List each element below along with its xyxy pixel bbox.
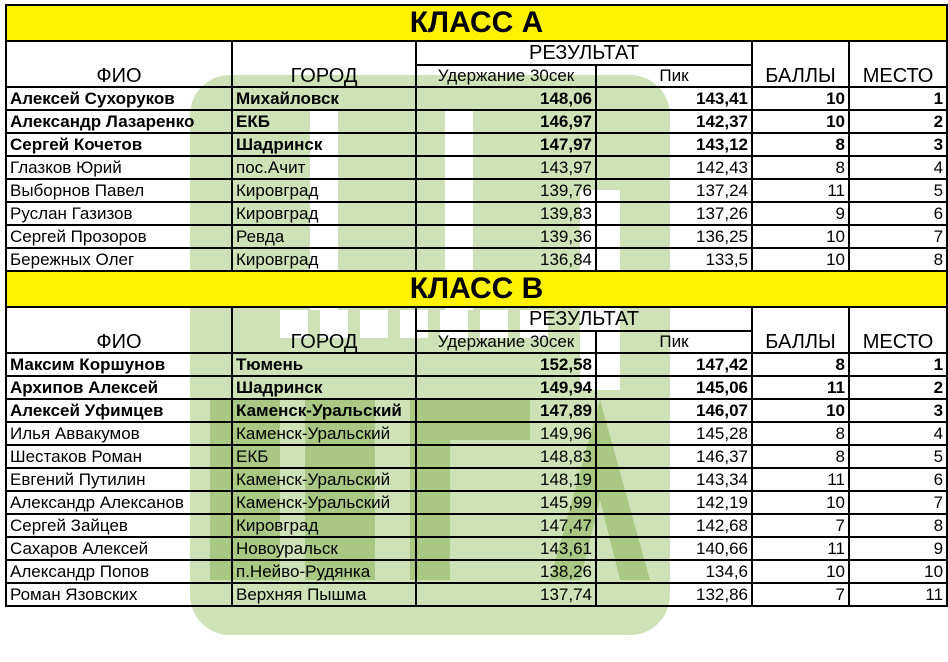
peak-result: 142,68: [596, 514, 752, 537]
points-value: 7: [752, 514, 849, 537]
class-b-table-row: [6, 422, 947, 445]
athlete-city: Кировград: [232, 179, 416, 202]
header-hold: Удержание 30сек: [416, 65, 596, 87]
athlete-city: Кировград: [232, 514, 416, 537]
class-a-header-row-1: [6, 41, 947, 65]
athlete-city: ЕКБ: [232, 110, 416, 133]
athlete-city: Тюмень: [232, 353, 416, 376]
athlete-city: Шадринск: [232, 376, 416, 399]
athlete-city: Новоуральск: [232, 537, 416, 560]
athlete-name: Сахаров Алексей: [6, 537, 232, 560]
class-a-title: КЛАСС А: [6, 5, 947, 41]
points-value: 8: [752, 353, 849, 376]
athlete-name: Евгений Путилин: [6, 468, 232, 491]
peak-result: 146,37: [596, 445, 752, 468]
class-a-title-row: [6, 5, 947, 41]
points-value: 10: [752, 399, 849, 422]
place-value: 6: [849, 202, 947, 225]
hold-result: 138,26: [416, 560, 596, 583]
header-result: РЕЗУЛЬТАТ: [416, 41, 752, 65]
peak-result: 142,37: [596, 110, 752, 133]
peak-result: 143,34: [596, 468, 752, 491]
athlete-city: Каменск-Уральский: [232, 491, 416, 514]
place-value: 3: [849, 399, 947, 422]
place-value: 9: [849, 537, 947, 560]
peak-result: 140,66: [596, 537, 752, 560]
athlete-city: Ревда: [232, 225, 416, 248]
place-value: 2: [849, 376, 947, 399]
points-value: 10: [752, 491, 849, 514]
place-value: 3: [849, 133, 947, 156]
hold-result: 148,06: [416, 87, 596, 110]
class-a-section: [6, 5, 947, 271]
class-a-table-row: [6, 225, 947, 248]
points-value: 10: [752, 248, 849, 271]
points-value: 11: [752, 179, 849, 202]
header-place: МЕСТО: [849, 307, 947, 353]
class-b-table-row: [6, 399, 947, 422]
hold-result: 148,19: [416, 468, 596, 491]
class-b-table-row: [6, 560, 947, 583]
hold-result: 143,61: [416, 537, 596, 560]
points-value: 10: [752, 110, 849, 133]
place-value: 8: [849, 514, 947, 537]
athlete-city: Каменск-Уральский: [232, 399, 416, 422]
peak-result: 137,24: [596, 179, 752, 202]
header-points: БАЛЛЫ: [752, 307, 849, 353]
place-value: 5: [849, 445, 947, 468]
peak-result: 137,26: [596, 202, 752, 225]
peak-result: 132,86: [596, 583, 752, 606]
athlete-city: Кировград: [232, 202, 416, 225]
athlete-city: п.Нейво-Рудянка: [232, 560, 416, 583]
class-a-table-row: [6, 87, 947, 110]
peak-result: 134,6: [596, 560, 752, 583]
points-value: 8: [752, 422, 849, 445]
hold-result: 147,47: [416, 514, 596, 537]
class-a-table-row: [6, 156, 947, 179]
results-table: [5, 4, 948, 607]
class-b-table-row: [6, 468, 947, 491]
place-value: 8: [849, 248, 947, 271]
class-b-table-row: [6, 376, 947, 399]
athlete-city: Шадринск: [232, 133, 416, 156]
place-value: 1: [849, 353, 947, 376]
results-sheet: [5, 4, 946, 607]
header-peak: Пик: [596, 65, 752, 87]
class-a-table-row: [6, 110, 947, 133]
athlete-city: ЕКБ: [232, 445, 416, 468]
athlete-name: Алексей Сухоруков: [6, 87, 232, 110]
athlete-name: Архипов Алексей: [6, 376, 232, 399]
class-b-table-row: [6, 537, 947, 560]
points-value: 10: [752, 87, 849, 110]
class-b-table-row: [6, 445, 947, 468]
peak-result: 143,41: [596, 87, 752, 110]
athlete-name: Максим Коршунов: [6, 353, 232, 376]
place-value: 6: [849, 468, 947, 491]
header-fio: ФИО: [6, 307, 232, 353]
points-value: 8: [752, 156, 849, 179]
hold-result: 136,84: [416, 248, 596, 271]
header-result: РЕЗУЛЬТАТ: [416, 307, 752, 331]
hold-result: 148,83: [416, 445, 596, 468]
athlete-city: Кировград: [232, 248, 416, 271]
points-value: 11: [752, 376, 849, 399]
athlete-name: Александр Лазаренко: [6, 110, 232, 133]
header-peak: Пик: [596, 331, 752, 353]
peak-result: 145,06: [596, 376, 752, 399]
athlete-name: Сергей Зайцев: [6, 514, 232, 537]
athlete-name: Шестаков Роман: [6, 445, 232, 468]
points-value: 7: [752, 583, 849, 606]
class-a-table-row: [6, 179, 947, 202]
header-city: ГОРОД: [232, 307, 416, 353]
points-value: 8: [752, 445, 849, 468]
athlete-city: Михайловск: [232, 87, 416, 110]
class-a-table-row: [6, 202, 947, 225]
class-b-table-row: [6, 353, 947, 376]
athlete-name: Александр Попов: [6, 560, 232, 583]
athlete-name: Роман Язовских: [6, 583, 232, 606]
athlete-name: Илья Аввакумов: [6, 422, 232, 445]
peak-result: 147,42: [596, 353, 752, 376]
athlete-name: Бережных Олег: [6, 248, 232, 271]
hold-result: 139,83: [416, 202, 596, 225]
hold-result: 149,96: [416, 422, 596, 445]
hold-result: 152,58: [416, 353, 596, 376]
place-value: 7: [849, 491, 947, 514]
place-value: 7: [849, 225, 947, 248]
place-value: 4: [849, 156, 947, 179]
class-b-table-row: [6, 514, 947, 537]
athlete-city: Каменск-Уральский: [232, 422, 416, 445]
athlete-name: Выборнов Павел: [6, 179, 232, 202]
header-city: ГОРОД: [232, 41, 416, 87]
hold-result: 145,99: [416, 491, 596, 514]
place-value: 5: [849, 179, 947, 202]
class-a-table-row: [6, 133, 947, 156]
athlete-name: Руслан Газизов: [6, 202, 232, 225]
place-value: 2: [849, 110, 947, 133]
peak-result: 145,28: [596, 422, 752, 445]
class-b-title: КЛАСС В: [6, 271, 947, 307]
athlete-city: пос.Ачит: [232, 156, 416, 179]
points-value: 8: [752, 133, 849, 156]
points-value: 9: [752, 202, 849, 225]
class-b-header-row-1: [6, 307, 947, 331]
class-b-section: [6, 271, 947, 606]
peak-result: 133,5: [596, 248, 752, 271]
athlete-city: Каменск-Уральский: [232, 468, 416, 491]
peak-result: 143,12: [596, 133, 752, 156]
peak-result: 142,43: [596, 156, 752, 179]
athlete-name: Сергей Прозоров: [6, 225, 232, 248]
header-hold: Удержание 30сек: [416, 331, 596, 353]
athlete-name: Алексей Уфимцев: [6, 399, 232, 422]
athlete-name: Глазков Юрий: [6, 156, 232, 179]
hold-result: 137,74: [416, 583, 596, 606]
header-points: БАЛЛЫ: [752, 41, 849, 87]
points-value: 11: [752, 537, 849, 560]
hold-result: 147,97: [416, 133, 596, 156]
peak-result: 146,07: [596, 399, 752, 422]
class-a-table-row: [6, 248, 947, 271]
athlete-city: Верхняя Пышма: [232, 583, 416, 606]
place-value: 11: [849, 583, 947, 606]
hold-result: 143,97: [416, 156, 596, 179]
peak-result: 136,25: [596, 225, 752, 248]
hold-result: 147,89: [416, 399, 596, 422]
points-value: 10: [752, 560, 849, 583]
athlete-name: Александр Алексанов: [6, 491, 232, 514]
hold-result: 146,97: [416, 110, 596, 133]
points-value: 11: [752, 468, 849, 491]
athlete-name: Сергей Кочетов: [6, 133, 232, 156]
points-value: 10: [752, 225, 849, 248]
class-b-title-row: [6, 271, 947, 307]
hold-result: 149,94: [416, 376, 596, 399]
place-value: 4: [849, 422, 947, 445]
class-b-table-row: [6, 491, 947, 514]
peak-result: 142,19: [596, 491, 752, 514]
hold-result: 139,76: [416, 179, 596, 202]
place-value: 10: [849, 560, 947, 583]
class-b-table-row: [6, 583, 947, 606]
header-place: МЕСТО: [849, 41, 947, 87]
header-fio: ФИО: [6, 41, 232, 87]
place-value: 1: [849, 87, 947, 110]
hold-result: 139,36: [416, 225, 596, 248]
